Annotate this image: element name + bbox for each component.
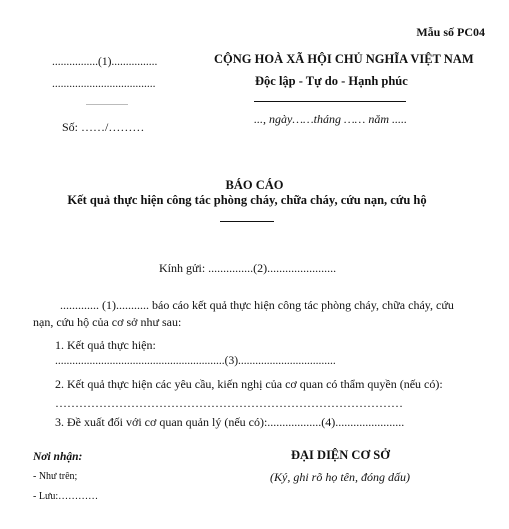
motto-underline (254, 101, 406, 102)
item-3-label: 3. Đề xuất đối với cơ quan quản lý (nếu có):..................(4)....................... (55, 415, 405, 429)
item-1-label: 1. Kết quả thực hiện: (55, 338, 156, 352)
item-2-label: 2. Kết quả thực hiện các yêu cầu, kiến nghị của cơ quan có thẩm quyền (nếu có): (55, 377, 443, 391)
signer-note: (Ký, ghi rõ họ tên, đóng dấu) (270, 470, 410, 484)
recipient-line: Kính gửi: ...............(2)....................... (159, 261, 337, 275)
national-motto: Độc lập - Tự do - Hạnh phúc (255, 74, 408, 88)
form-code: Mẫu số PC04 (416, 25, 485, 39)
signer-title: ĐẠI DIỆN CƠ SỞ (291, 448, 390, 462)
country-name: CỘNG HOÀ XÃ HỘI CHỦ NGHĨA VIỆT NAM (214, 52, 474, 66)
agency-line-2: .................................... (52, 78, 156, 90)
item-1-fill: ...........................................................(3).................................. (55, 355, 336, 367)
title-underline (220, 221, 274, 222)
recipient-item-1: - Như trên; (33, 471, 78, 482)
document-number: Số: ……/……… (62, 120, 145, 134)
intro-line-2: nạn, cứu hộ của cơ sở như sau: (33, 315, 182, 329)
item-2-fill: …………………………………………………………………………… (55, 396, 403, 410)
report-subtitle: Kết quả thực hiện công tác phòng cháy, chữa cháy, cứu nạn, cứu hộ (67, 193, 427, 207)
report-title: BÁO CÁO (225, 178, 284, 192)
agency-line-1: ................(1)................ (52, 56, 158, 68)
recipient-item-2: - Lưu:………… (33, 491, 99, 502)
intro-line-1: ............. (1)........... báo cáo kết quả thực hiện công tác phòng cháy, chữa cháy, cứu (60, 298, 454, 312)
left-header-rule (86, 104, 128, 105)
date-line: ..., ngày……tháng …… năm ..... (254, 112, 408, 126)
recipients-label: Nơi nhận: (33, 451, 83, 463)
